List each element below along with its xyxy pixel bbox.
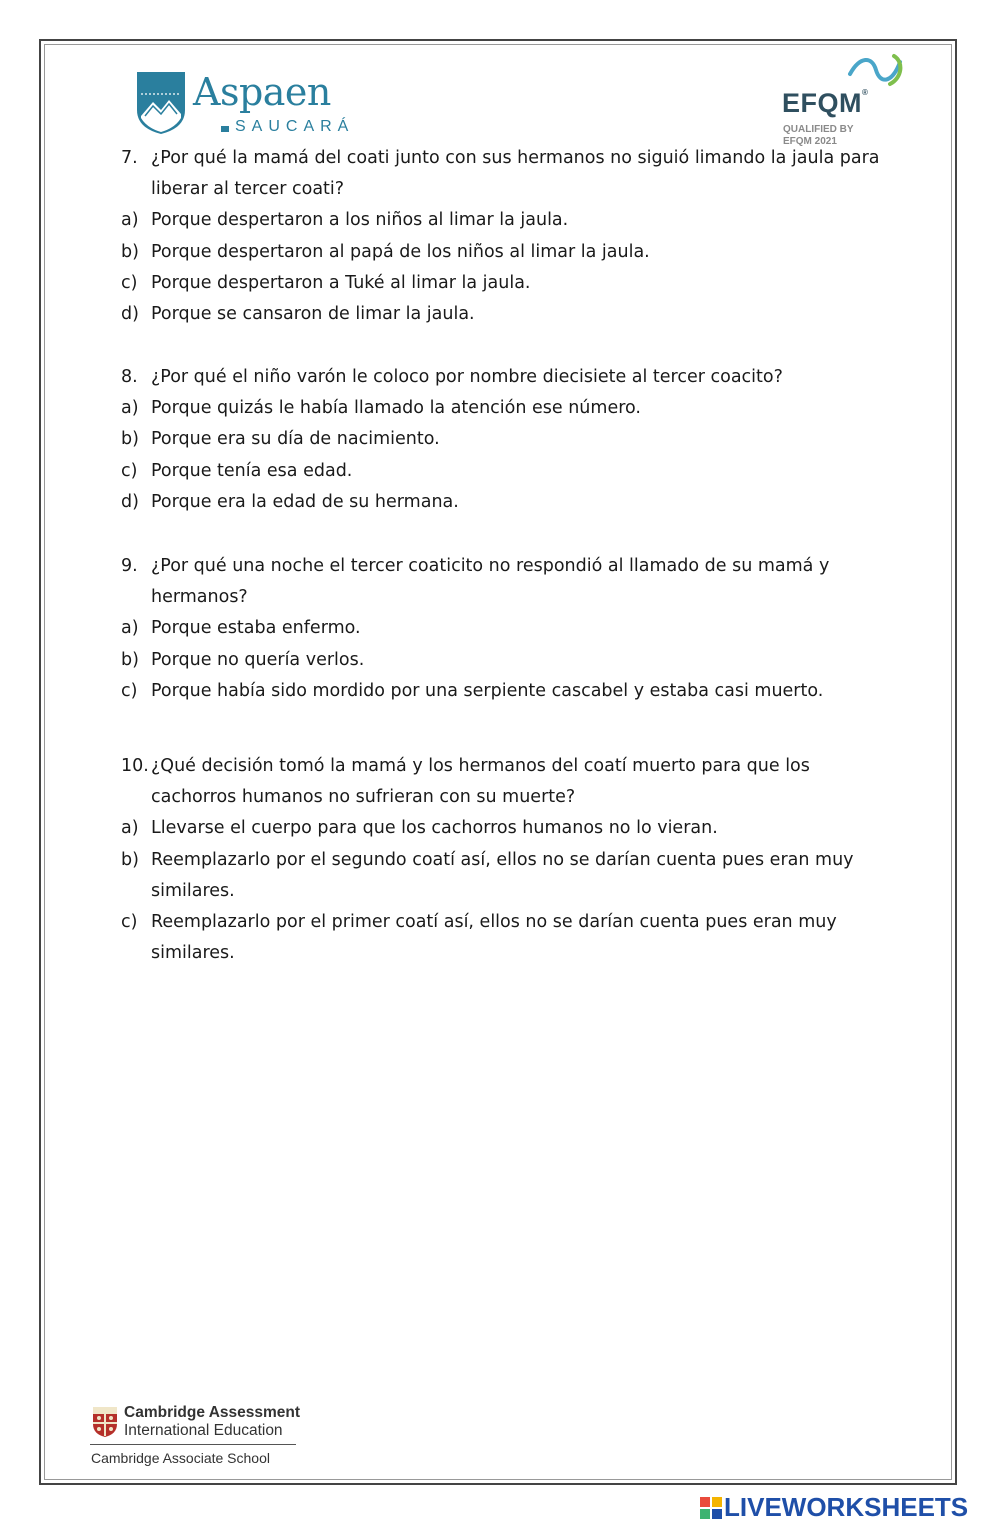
efqm-logo: [780, 50, 900, 150]
option-text: Porque no quería verlos.: [151, 649, 365, 670]
option-text: Porque quizás le había llamado la atención ese número.: [151, 398, 641, 419]
option-letter: d): [121, 491, 139, 512]
cambridge-subtitle: International Education: [124, 1422, 283, 1439]
question-text: ¿Por qué una noche el tercer coaticito no respondió al llamado de su mamá y: [151, 556, 830, 576]
option-letter: d): [121, 304, 139, 324]
option-text: Porque estaba enfermo.: [151, 618, 361, 639]
option-text: Reemplazarlo por el segundo coatí así, ellos no se darían cuenta pues eran muy: [151, 849, 854, 870]
option-text: Porque había sido mordido por una serpiente cascabel y estaba casi muerto.: [151, 680, 824, 701]
question-text: hermanos?: [151, 587, 248, 608]
option-letter: a): [121, 618, 139, 639]
option-text: Porque era la edad de su hermana.: [151, 491, 459, 512]
option-letter: c): [121, 912, 138, 932]
cambridge-divider: [90, 1444, 296, 1445]
option-letter: a): [121, 210, 139, 231]
cambridge-title: Cambridge Assessment: [124, 1404, 301, 1421]
liveworksheets-watermark: [700, 1492, 996, 1522]
efqm-wordmark: EFQM®: [782, 88, 869, 118]
option-letter: b): [121, 241, 139, 262]
option-text: similares.: [151, 880, 235, 901]
liveworksheets-text: LIVEWORKSHEETS: [724, 1492, 969, 1522]
aspaen-dot: [221, 126, 229, 132]
option-letter: b): [121, 429, 139, 450]
liveworksheets-badge-icon: [700, 1497, 722, 1519]
option-letter: b): [121, 649, 139, 670]
option-letter: a): [121, 818, 139, 839]
question-text: liberar al tercer coati?: [151, 179, 345, 200]
aspaen-wordmark: Aspaen: [193, 70, 331, 114]
option-letter: a): [121, 398, 139, 419]
option-text: similares.: [151, 943, 235, 964]
option-text: Porque tenía esa edad.: [151, 460, 353, 481]
question-text: ¿Por qué la mamá del coati junto con sus hermanos no siguió limando la jaula para: [151, 148, 880, 168]
option-letter: c): [121, 680, 138, 701]
question-text: ¿Qué decisión tomó la mamá y los hermanos del coatí muerto para que los: [151, 756, 810, 776]
efqm-mark-icon: [846, 52, 906, 92]
option-text: Porque despertaron a los niños al limar la jaula.: [151, 210, 569, 231]
question-number: 10.: [121, 756, 149, 776]
option-text: Porque era su día de nacimiento.: [151, 429, 440, 450]
question-number: 8.: [121, 367, 138, 387]
aspaen-saucara-logo: [135, 70, 395, 140]
cambridge-associate-text: Cambridge Associate School: [91, 1450, 270, 1466]
option-text: Reemplazarlo por el primer coatí así, ellos no se darían cuenta pues eran muy: [151, 912, 837, 932]
efqm-qualified-text: QUALIFIED BY EFQM 2021: [783, 124, 854, 147]
option-text: Porque despertaron al papá de los niños al limar la jaula.: [151, 241, 650, 262]
question-text: cachorros humanos no sufrieran con su muerte?: [151, 787, 576, 808]
option-text: Llevarse el cuerpo para que los cachorros humanos no lo vieran.: [151, 818, 718, 839]
question-number: 7.: [121, 148, 138, 168]
option-text: Porque se cansaron de limar la jaula.: [151, 304, 475, 324]
option-text: Porque despertaron a Tuké al limar la jaula.: [151, 272, 531, 293]
option-letter: c): [121, 460, 138, 481]
question-text: ¿Por qué el niño varón le coloco por nombre diecisiete al tercer coacito?: [151, 367, 783, 387]
question-number: 9.: [121, 556, 138, 576]
option-letter: b): [121, 849, 139, 870]
cambridge-shield-icon: [92, 1406, 118, 1438]
aspaen-subtitle: SAUCARÁ: [235, 118, 355, 135]
cambridge-logo: [90, 1404, 350, 1470]
aspaen-shield-icon: [135, 70, 187, 136]
option-letter: c): [121, 272, 138, 293]
